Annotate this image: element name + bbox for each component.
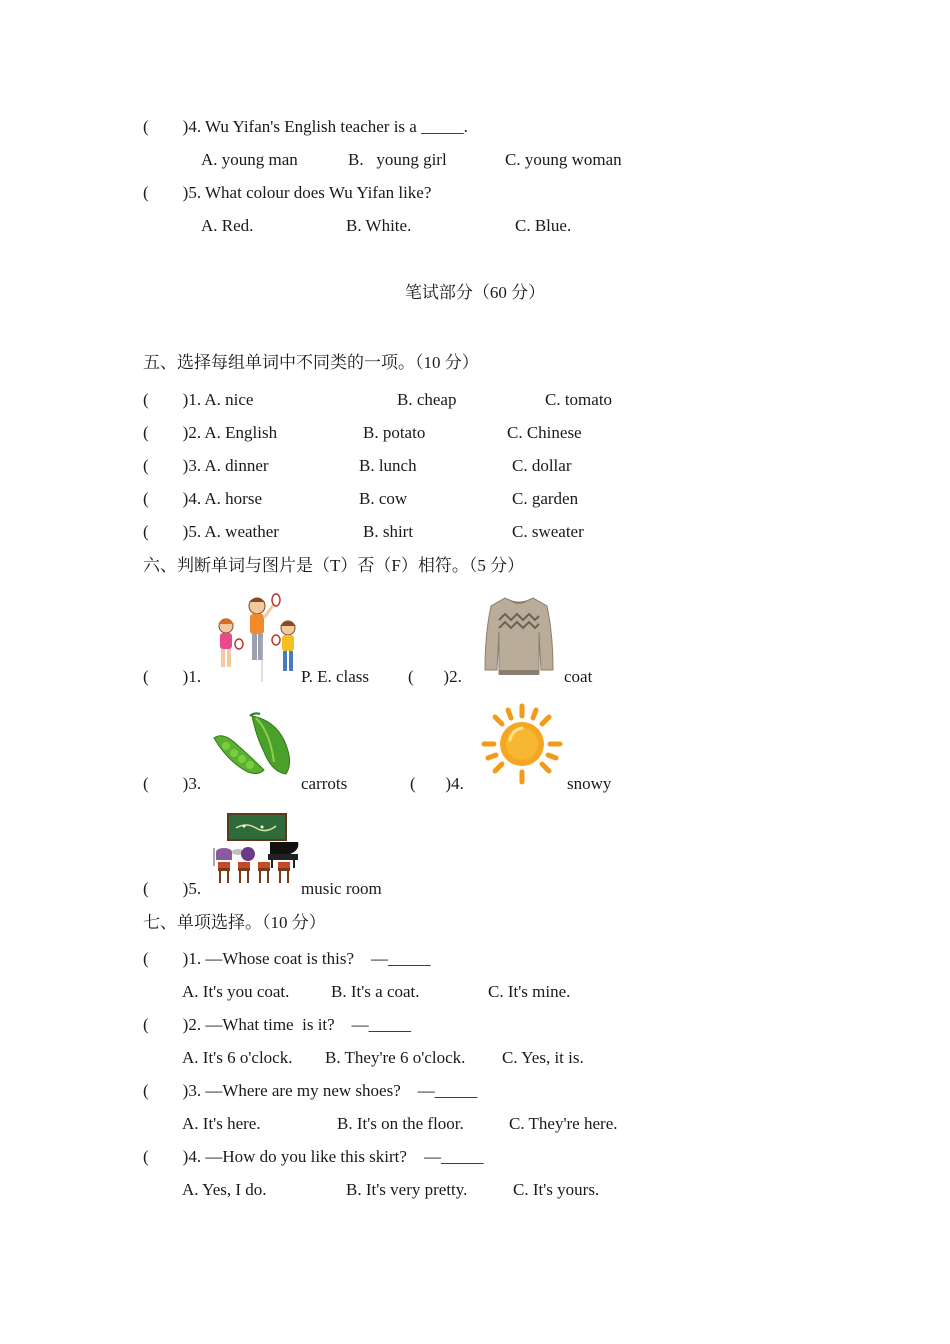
s6-item4-number: ( )4. — [410, 774, 464, 793]
s6-item4-word: snowy — [567, 774, 612, 793]
s5-q3-stem: ( )3. A. dinner — [143, 456, 269, 475]
s7-q2-option-a: A. It's 6 o'clock. — [182, 1048, 293, 1067]
s6-item3-word: carrots — [301, 774, 348, 793]
s5-q5-option-b: B. shirt — [363, 522, 414, 541]
s6-item5-word: music room — [301, 879, 382, 898]
s6-item2-number: ( )2. — [408, 667, 462, 686]
s7-q1-option-a: A. It's you coat. — [182, 982, 290, 1001]
s7-q1-option-c: C. It's mine. — [488, 982, 571, 1001]
s7-q1-stem: ( )1. —Whose coat is this? —_____ — [143, 949, 431, 968]
section5-heading: 五、选择每组单词中不同类的一项。（10 分） — [143, 353, 479, 372]
s7-q2-stem: ( )2. —What time is it? —_____ — [143, 1015, 412, 1034]
s5-q1-option-b: B. cheap — [397, 390, 457, 409]
listening-q5-option-a: A. Red. — [201, 216, 254, 235]
listening-q4-option-b: B. young girl — [348, 150, 447, 169]
s7-q2-option-c: C. Yes, it is. — [502, 1048, 584, 1067]
s5-q5-stem: ( )5. A. weather — [143, 522, 279, 541]
section7-heading: 七、单项选择。（10 分） — [143, 913, 326, 932]
s7-q4-stem: ( )4. —How do you like this skirt? —_____ — [143, 1147, 484, 1166]
s5-q5-option-c: C. sweater — [512, 522, 584, 541]
s5-q3-option-b: B. lunch — [359, 456, 417, 475]
listening-q5-stem: ( )5. What colour does Wu Yifan like? — [143, 183, 432, 202]
listening-q5-option-b: B. White. — [346, 216, 412, 235]
sun-picture — [480, 702, 564, 786]
s5-q1-option-c: C. tomato — [545, 390, 613, 409]
s5-q4-option-c: C. garden — [512, 489, 579, 508]
s6-item1-number: ( )1. — [143, 667, 202, 686]
s5-q4-option-b: B. cow — [359, 489, 408, 508]
listening-q5-option-c: C. Blue. — [515, 216, 572, 235]
green-beans-picture — [212, 712, 300, 778]
section6-heading: 六、判断单词与图片是（T）否（F）相符。（5 分） — [143, 556, 525, 575]
s5-q3-option-c: C. dollar — [512, 456, 572, 475]
s5-q2-option-b: B. potato — [363, 423, 426, 442]
sweater-picture — [481, 594, 557, 678]
s7-q4-option-c: C. It's yours. — [513, 1180, 600, 1199]
music-room-picture — [210, 812, 302, 886]
s7-q4-option-b: B. It's very pretty. — [346, 1180, 468, 1199]
s7-q3-stem: ( )3. —Where are my new shoes? —_____ — [143, 1081, 478, 1100]
listening-q4-option-c: C. young woman — [505, 150, 622, 169]
s5-q1-stem: ( )1. A. nice — [143, 390, 254, 409]
s7-q2-option-b: B. They're 6 o'clock. — [325, 1048, 466, 1067]
badminton-children-picture — [210, 592, 302, 684]
s5-q2-option-c: C. Chinese — [507, 423, 582, 442]
s6-item3-number: ( )3. — [143, 774, 202, 793]
s7-q3-option-b: B. It's on the floor. — [337, 1114, 464, 1133]
s6-item2-word: coat — [564, 667, 593, 686]
listening-q4-option-a: A. young man — [201, 150, 298, 169]
s5-q2-stem: ( )2. A. English — [143, 423, 278, 442]
listening-q4-stem: ( )4. Wu Yifan's English teacher is a _____. — [143, 117, 468, 136]
written-part-title: 笔试部分（60 分） — [404, 283, 546, 302]
s7-q3-option-a: A. It's here. — [182, 1114, 261, 1133]
s7-q4-option-a: A. Yes, I do. — [182, 1180, 267, 1199]
s6-item1-word: P. E. class — [301, 667, 369, 686]
s5-q4-stem: ( )4. A. horse — [143, 489, 262, 508]
s7-q1-option-b: B. It's a coat. — [331, 982, 420, 1001]
s6-item5-number: ( )5. — [143, 879, 202, 898]
s7-q3-option-c: C. They're here. — [509, 1114, 618, 1133]
